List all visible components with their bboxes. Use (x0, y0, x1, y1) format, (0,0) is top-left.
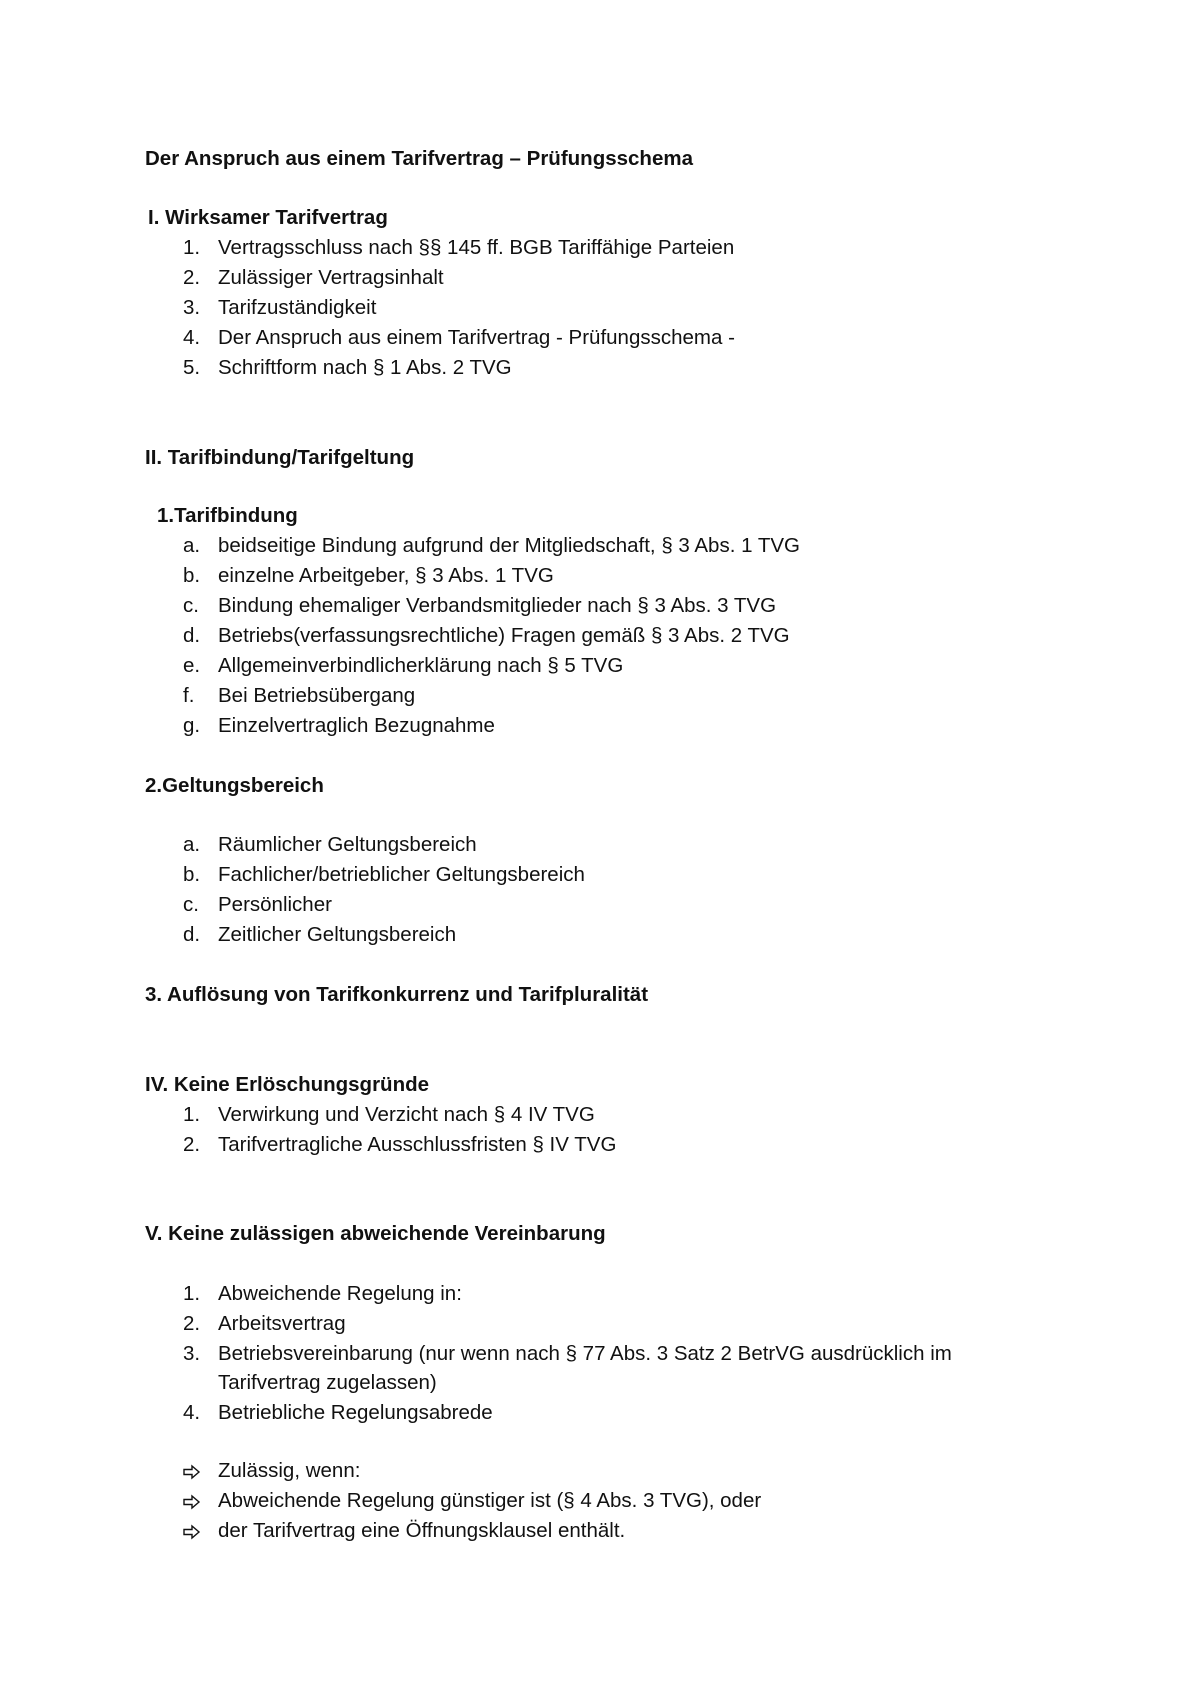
subsection-aufloesung-heading: 3. Auflösung von Tarifkonkurrenz und Tarifpluralität (145, 983, 649, 1006)
arrow-list-item: Zulässig, wenn: (218, 1459, 361, 1482)
section-1-heading: I. Wirksamer Tarifvertrag (148, 206, 388, 229)
list-marker: d. (183, 923, 201, 946)
list-marker: 1. (183, 236, 201, 259)
arrow-list-item: der Tarifvertrag eine Öffnungsklausel enthält. (218, 1519, 626, 1542)
list-item: Verwirkung und Verzicht nach § 4 IV TVG (218, 1103, 595, 1126)
list-item: Bei Betriebsübergang (218, 684, 416, 707)
list-marker: b. (183, 564, 201, 587)
list-marker: e. (183, 654, 201, 677)
list-marker: g. (183, 714, 201, 737)
list-item: Betriebliche Regelungsabrede (218, 1401, 493, 1424)
list-marker: 2. (183, 1312, 201, 1335)
list-item: Zulässiger Vertragsinhalt (218, 266, 444, 289)
list-marker: c. (183, 594, 199, 617)
list-item: einzelne Arbeitgeber, § 3 Abs. 1 TVG (218, 564, 554, 587)
list-item: Schriftform nach § 1 Abs. 2 TVG (218, 356, 512, 379)
right-arrow-outline-icon (182, 1458, 202, 1489)
right-arrow-outline-icon (182, 1518, 202, 1549)
list-item: Tarifvertragliche Ausschlussfristen § IV TVG (218, 1133, 617, 1156)
list-item: Persönlicher (218, 893, 332, 916)
section-4-heading: IV. Keine Erlöschungsgründe (145, 1073, 430, 1096)
list-item: Räumlicher Geltungsbereich (218, 833, 477, 856)
list-item: Zeitlicher Geltungsbereich (218, 923, 457, 946)
list-marker: 3. (183, 1342, 201, 1365)
list-item-continuation: Tarifvertrag zugelassen) (218, 1371, 437, 1394)
list-marker: d. (183, 624, 201, 647)
list-item: Der Anspruch aus einem Tarifvertrag - Prüfungsschema - (218, 326, 735, 349)
list-marker: a. (183, 833, 201, 856)
list-marker: 3. (183, 296, 201, 319)
list-item: Bindung ehemaliger Verbandsmitglieder nach § 3 Abs. 3 TVG (218, 594, 777, 617)
list-marker: 1. (183, 1103, 201, 1126)
subsection-tarifbindung-heading: 1.Tarifbindung (157, 504, 298, 527)
list-marker: 4. (183, 1401, 201, 1424)
list-item: Fachlicher/betrieblicher Geltungsbereich (218, 863, 585, 886)
list-marker: f. (183, 684, 195, 707)
list-marker: c. (183, 893, 199, 916)
list-marker: 2. (183, 266, 201, 289)
list-marker: b. (183, 863, 201, 886)
list-item: beidseitige Bindung aufgrund der Mitgliedschaft, § 3 Abs. 1 TVG (218, 534, 800, 557)
list-marker: 1. (183, 1282, 201, 1305)
list-marker: 5. (183, 356, 201, 379)
list-marker: 2. (183, 1133, 201, 1156)
list-item: Tarifzuständigkeit (218, 296, 377, 319)
list-item: Arbeitsvertrag (218, 1312, 346, 1335)
page-title: Der Anspruch aus einem Tarifvertrag – Prüfungsschema (145, 147, 693, 170)
arrow-list-item: Abweichende Regelung günstiger ist (§ 4 Abs. 3 TVG), oder (218, 1489, 762, 1512)
section-5-heading: V. Keine zulässigen abweichende Vereinbarung (145, 1222, 606, 1245)
list-item: Einzelvertraglich Bezugnahme (218, 714, 495, 737)
section-2-heading: II. Tarifbindung/Tarifgeltung (145, 446, 415, 469)
list-marker: a. (183, 534, 201, 557)
subsection-geltungsbereich-heading: 2.Geltungsbereich (145, 774, 324, 797)
list-marker: 4. (183, 326, 201, 349)
list-item: Vertragsschluss nach §§ 145 ff. BGB Tariffähige Parteien (218, 236, 735, 259)
list-item: Betriebs(verfassungsrechtliche) Fragen gemäß § 3 Abs. 2 TVG (218, 624, 790, 647)
list-item: Abweichende Regelung in: (218, 1282, 462, 1305)
right-arrow-outline-icon (182, 1488, 202, 1519)
list-item: Betriebsvereinbarung (nur wenn nach § 77 Abs. 3 Satz 2 BetrVG ausdrücklich im (218, 1342, 952, 1365)
list-item: Allgemeinverbindlicherklärung nach § 5 TVG (218, 654, 624, 677)
